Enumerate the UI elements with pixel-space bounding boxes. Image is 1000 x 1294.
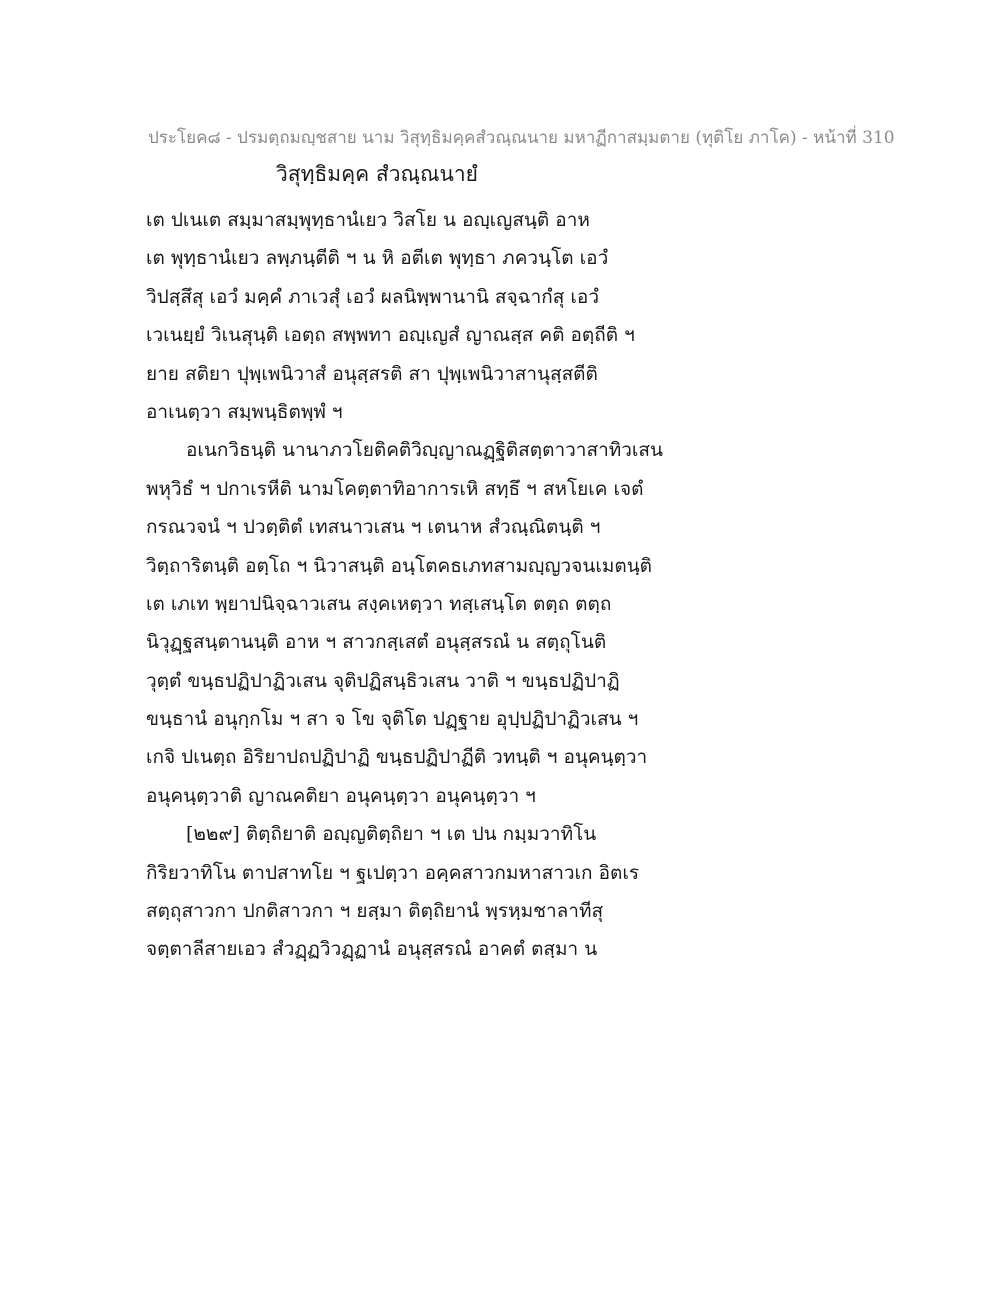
text-line: เวเนยฺยํ วิเนสุนฺติ เอตฺถ สพฺพทา อญฺเญสํ ญาณสฺส คติ อตฺถีติ ฯ xyxy=(146,324,635,347)
text-line: นิวุฏฺฐสนฺตานนฺติ อาห ฯ สาวกสฺเสตํ อนุสฺสรณํ น สตฺถุโนติ xyxy=(146,631,607,654)
text-line: ยาย สติยา ปุพฺเพนิวาสํ อนุสฺสรติ สา ปุพฺเพนิวาสานุสฺสตีติ xyxy=(146,362,598,385)
text-line: เต เภเท พฺยาปนิจฺฉาวเสน สงฺคเหตฺวา ทสฺเสนฺโต ตตฺถ ตตฺถ xyxy=(146,592,612,615)
text-line: สตฺถุสาวกา ปกติสาวกา ฯ ยสฺมา ติตฺถิยานํ พฺรหฺมชาลาทีสุ xyxy=(146,900,604,923)
text-line: พหุวิธํ ฯ ปกาเรหีติ นามโคตฺตาทิอาการเหิ สทฺธึ ฯ สหโยเค เจตํ xyxy=(146,477,644,500)
text-line: อาเนตฺวา สมฺพนฺธิตพฺพํ ฯ xyxy=(146,400,343,423)
text-line: อเนกวิธนฺติ นานาภวโยติคติวิญฺญาณฏฺฐิติสตฺตาวาสาทิวเสน xyxy=(186,439,664,462)
page-header: ประโยค๘ - ปรมตฺถมญฺชสาย นาม วิสุทฺธิมคฺคสํวณฺณนาย มหาฏีกาสมฺมตาย (ทุติโย ภาโค) - หน้าที่ 310 xyxy=(148,128,895,148)
text-line: วิปสฺสึสุ เอวํ มคฺคํ ภาเวสุํ เอวํ ผลนิพฺพานานิ สจฺฉากํสุ เอวํ xyxy=(146,285,599,308)
body-text xyxy=(146,201,686,969)
section-title: วิสุทฺธิมคฺค สํวณฺณนายํ xyxy=(276,162,478,186)
text-line: เต พุทฺธานํเยว ลพฺภนฺตีติ ฯ น หิ อตีเต พุทฺธา ภควนฺโต เอวํ xyxy=(146,247,609,270)
text-line: วิตฺถาริตนฺติ อตฺโถ ฯ นิวาสนฺติ อนฺโตคธเภทสามญฺญวจนเมตนฺติ xyxy=(146,554,653,577)
text-line: กิริยวาทิโน ตาปสาทโย ฯ ฐเปตฺวา อคฺคสาวกมหาสาวเก อิตเร xyxy=(146,861,640,884)
text-line: ขนฺธานํ อนุกฺกโม ฯ สา จ โข จุติโต ปฏฺฐาย อุปฺปฏิปาฏิวเสน ฯ xyxy=(146,708,639,731)
text-line: เกจิ ปเนตฺถ อิริยาปถปฏิปาฏิ ขนฺธปฏิปาฏีติ วทนฺติ ฯ อนุคนฺตฺวา xyxy=(146,746,648,769)
text-line: [๒๒๙] ติตฺถิยาติ อญฺญติตฺถิยา ฯ เต ปน กมฺมวาทิโน xyxy=(186,823,597,846)
text-line: เต ปเนเต สมฺมาสมฺพุทฺธานํเยว วิสโย น อญฺเญสนฺติ อาห xyxy=(146,209,590,231)
text-line: วุตฺตํ ขนฺธปฏิปาฏิวเสน จุติปฏิสนฺธิวเสน วาติ ฯ ขนฺธปฏิปาฏิ xyxy=(146,669,620,692)
text-line: กรณวจนํ ฯ ปวตฺติตํ เทสนาวเสน ฯ เตนาห สํวณฺณิตนฺติ ฯ xyxy=(146,516,601,539)
text-line: อนุคนฺตฺวาติ ญาณคติยา อนุคนฺตฺวา อนุคนฺตฺวา ฯ xyxy=(146,784,536,807)
text-line: จตฺตาลีสายเอว สํวฏฺฏวิวฏฺฏานํ อนุสฺสรณํ อาคตํ ตสฺมา น xyxy=(146,938,598,961)
